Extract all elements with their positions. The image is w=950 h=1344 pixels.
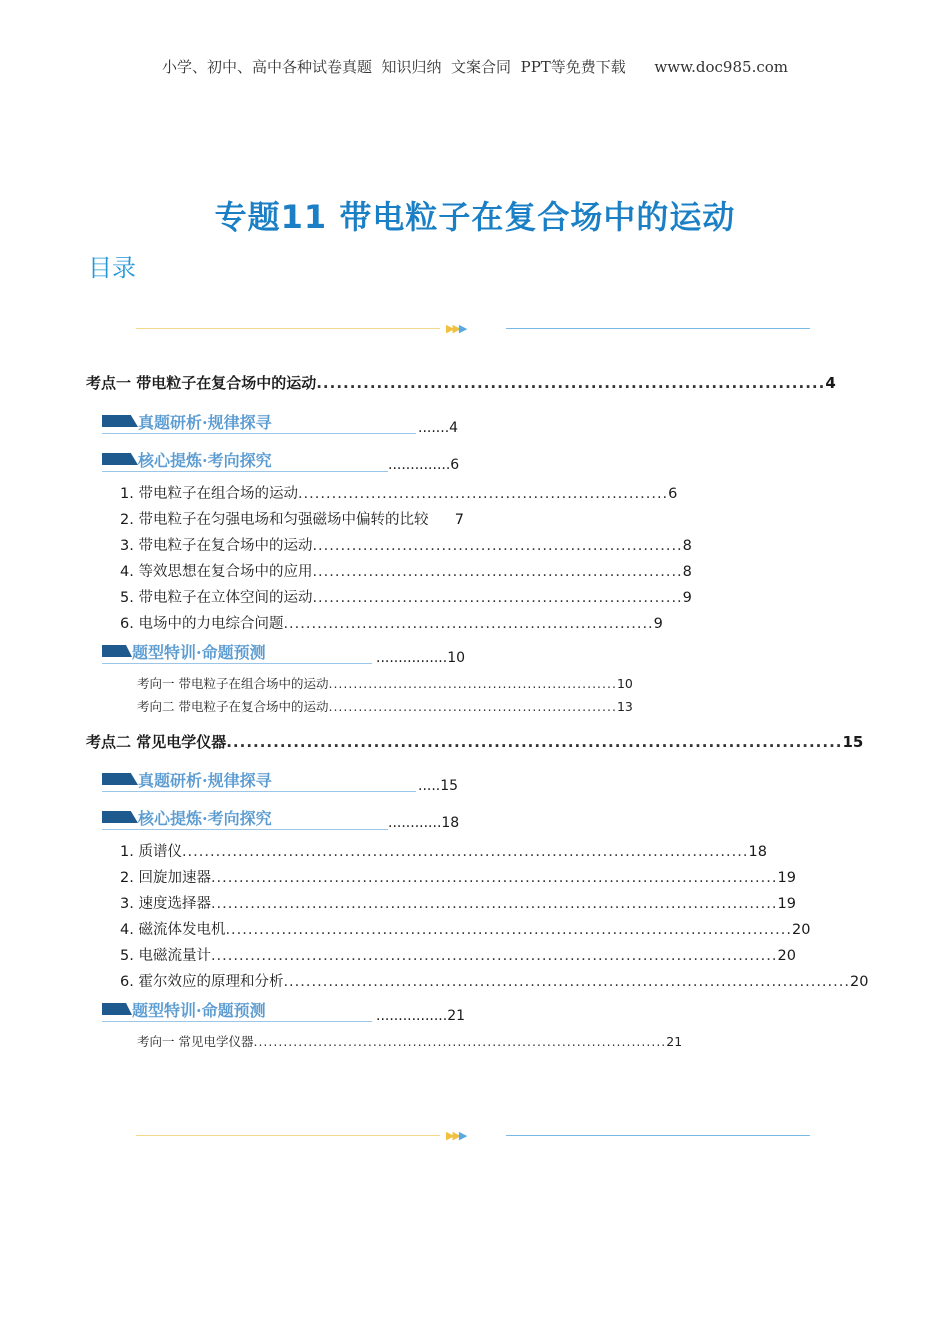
banner-underline bbox=[102, 471, 388, 472]
toc-page-number: 20 bbox=[849, 974, 869, 990]
toc-page-number: 4 bbox=[825, 374, 836, 392]
toc-entry-label: 考向一 常见电学仪器 bbox=[137, 1034, 254, 1049]
toc-page-number: ................10 bbox=[376, 650, 466, 666]
toc-page-number: .....15 bbox=[418, 778, 459, 794]
toc-leader-dots: ..................................................................................................... bbox=[210, 948, 778, 964]
toc-page-number: 13 bbox=[616, 699, 633, 714]
toc-entry-kaodian-2[interactable] bbox=[86, 731, 864, 752]
toc-leader-dots: .................................................................. bbox=[297, 486, 669, 502]
toc-entry-label: 5. 电磁流量计 bbox=[120, 948, 211, 964]
toc-page-number: 19 bbox=[777, 896, 796, 912]
banner-underline bbox=[102, 663, 372, 664]
toc-page-number: 10 bbox=[616, 676, 633, 691]
banner-label: 题型特训·命题预测 bbox=[132, 643, 266, 662]
toc-entry-label: 2. 带电粒子在匀强电场和匀强磁场中偏转的比较 bbox=[120, 512, 429, 528]
divider-arrow-icons: ▶▶▶ bbox=[446, 1129, 466, 1142]
banner-underline bbox=[102, 433, 416, 434]
toc-entry-label: 考向一 带电粒子在组合场中的运动 bbox=[137, 676, 329, 691]
toc-subitem[interactable] bbox=[137, 674, 633, 692]
banner-label: 题型特训·命题预测 bbox=[132, 1001, 266, 1020]
toc-entry-label: 3. 速度选择器 bbox=[120, 896, 211, 912]
toc-page-number: 15 bbox=[842, 733, 864, 751]
banner-zhenti-2[interactable] bbox=[102, 768, 418, 792]
toc-page-number: 9 bbox=[653, 616, 663, 632]
toc-leader-dots: .................................................................. bbox=[312, 590, 683, 606]
banner-hexin-2[interactable] bbox=[102, 806, 390, 830]
toc-entry-label: 1. 带电粒子在组合场的运动 bbox=[120, 486, 298, 502]
banner-tab-shape bbox=[102, 1003, 132, 1015]
banner-label: 真题研析·规律探寻 bbox=[138, 413, 272, 432]
toc-leader-dots: ..................................................................................................... bbox=[283, 974, 850, 990]
banner-tab-shape bbox=[102, 773, 138, 785]
banner-tab-shape bbox=[102, 415, 138, 427]
banner-tab-shape bbox=[102, 453, 138, 465]
toc-leader-dots: ..................................................................................................... bbox=[210, 896, 778, 912]
toc-entry-label: 6. 电场中的力电综合问题 bbox=[120, 616, 284, 632]
toc-entry-label: 4. 磁流体发电机 bbox=[120, 922, 226, 938]
toc-page-number: 8 bbox=[682, 538, 692, 554]
toc-page-number: 8 bbox=[682, 564, 692, 580]
divider-left-line bbox=[136, 1135, 440, 1136]
toc-leader-dots: .................................................................. bbox=[312, 564, 683, 580]
bottom-divider bbox=[136, 1129, 810, 1143]
site-header-banner: 小学、初中、高中各种试卷真题 知识归纳 文案合同 PPT等免费下载 www.doc985.com bbox=[161, 58, 788, 76]
toc-page-number: ..............6 bbox=[388, 457, 460, 473]
toc-item[interactable] bbox=[120, 866, 796, 887]
page-title: 专题11 带电粒子在复合场中的运动 bbox=[214, 198, 736, 236]
toc-subitem[interactable] bbox=[137, 697, 633, 715]
toc-leader-dots: ............................................................................ bbox=[316, 374, 826, 392]
divider-right-line bbox=[506, 1135, 810, 1136]
banner-underline bbox=[102, 791, 416, 792]
divider-arrow-icons: ▶▶▶ bbox=[446, 322, 466, 335]
toc-entry-label: 3. 带电粒子在复合场中的运动 bbox=[120, 538, 313, 554]
toc-item[interactable] bbox=[120, 482, 678, 503]
toc-entry-kaodian-1[interactable] bbox=[86, 372, 836, 393]
toc-item[interactable] bbox=[120, 970, 869, 991]
toc-page-number: 18 bbox=[748, 844, 767, 860]
banner-zhenti-1[interactable] bbox=[102, 410, 418, 434]
toc-page-number: 6 bbox=[668, 486, 678, 502]
banner-tixing-2[interactable] bbox=[102, 998, 374, 1022]
toc-leader-dots: ..................................................................................................... bbox=[210, 870, 778, 886]
toc-leader-dots: .................................................................. bbox=[283, 616, 654, 632]
banner-tab-shape bbox=[102, 811, 138, 823]
toc-subitem[interactable] bbox=[137, 1032, 683, 1050]
toc-heading: 目录 bbox=[88, 254, 136, 282]
toc-entry-label: 1. 质谱仪 bbox=[120, 844, 182, 860]
toc-item[interactable] bbox=[120, 612, 663, 633]
toc-item[interactable] bbox=[120, 534, 692, 555]
toc-leader-dots: .................................................................. bbox=[312, 538, 683, 554]
toc-page-number: 21 bbox=[666, 1034, 683, 1049]
toc-page-number: .......4 bbox=[418, 420, 459, 436]
top-divider bbox=[136, 322, 810, 336]
toc-item[interactable] bbox=[120, 560, 692, 581]
toc-item[interactable] bbox=[120, 840, 767, 861]
banner-hexin-1[interactable] bbox=[102, 448, 390, 472]
toc-leader-dots: ............................................................................................ bbox=[226, 733, 843, 751]
toc-entry-label: 4. 等效思想在复合场中的应用 bbox=[120, 564, 313, 580]
toc-entry-label: 考向二 带电粒子在复合场中的运动 bbox=[137, 699, 329, 714]
banner-label: 核心提炼·考向探究 bbox=[138, 451, 272, 470]
toc-page-number: ............18 bbox=[388, 815, 460, 831]
toc-entry-label: 2. 回旋加速器 bbox=[120, 870, 211, 886]
toc-entry-label: 6. 霍尔效应的原理和分析 bbox=[120, 974, 284, 990]
toc-leader-dots: ................................................................................... bbox=[253, 1034, 667, 1049]
toc-page-number: 7 bbox=[454, 512, 464, 528]
divider-left-line bbox=[136, 328, 440, 329]
toc-entry-label: 5. 带电粒子在立体空间的运动 bbox=[120, 590, 313, 606]
toc-page-number: 20 bbox=[791, 922, 811, 938]
toc-item[interactable] bbox=[120, 508, 464, 529]
toc-leader-dots: ..................................................................................................... bbox=[181, 844, 749, 860]
banner-label: 真题研析·规律探寻 bbox=[138, 771, 272, 790]
toc-item[interactable] bbox=[120, 586, 692, 607]
banner-label: 核心提炼·考向探究 bbox=[138, 809, 272, 828]
toc-page-number: 19 bbox=[777, 870, 796, 886]
toc-item[interactable] bbox=[120, 918, 811, 939]
toc-item[interactable] bbox=[120, 892, 796, 913]
banner-tixing-1[interactable] bbox=[102, 640, 374, 664]
toc-entry-label: 考点二 常见电学仪器 bbox=[86, 733, 227, 751]
toc-page-number: ................21 bbox=[376, 1008, 466, 1024]
toc-entry-label: 考点一 带电粒子在复合场中的运动 bbox=[86, 374, 317, 392]
banner-underline bbox=[102, 1021, 372, 1022]
toc-item[interactable] bbox=[120, 944, 796, 965]
banner-tab-shape bbox=[102, 645, 132, 657]
toc-leader-dots: ..................................................................................................... bbox=[225, 922, 792, 938]
toc-page-number: 9 bbox=[682, 590, 692, 606]
banner-underline bbox=[102, 829, 388, 830]
toc-leader-dots: .......................................................... bbox=[328, 676, 617, 691]
toc-page-number: 20 bbox=[777, 948, 796, 964]
toc-leader-dots: .......................................................... bbox=[328, 699, 617, 714]
divider-right-line bbox=[506, 328, 810, 329]
